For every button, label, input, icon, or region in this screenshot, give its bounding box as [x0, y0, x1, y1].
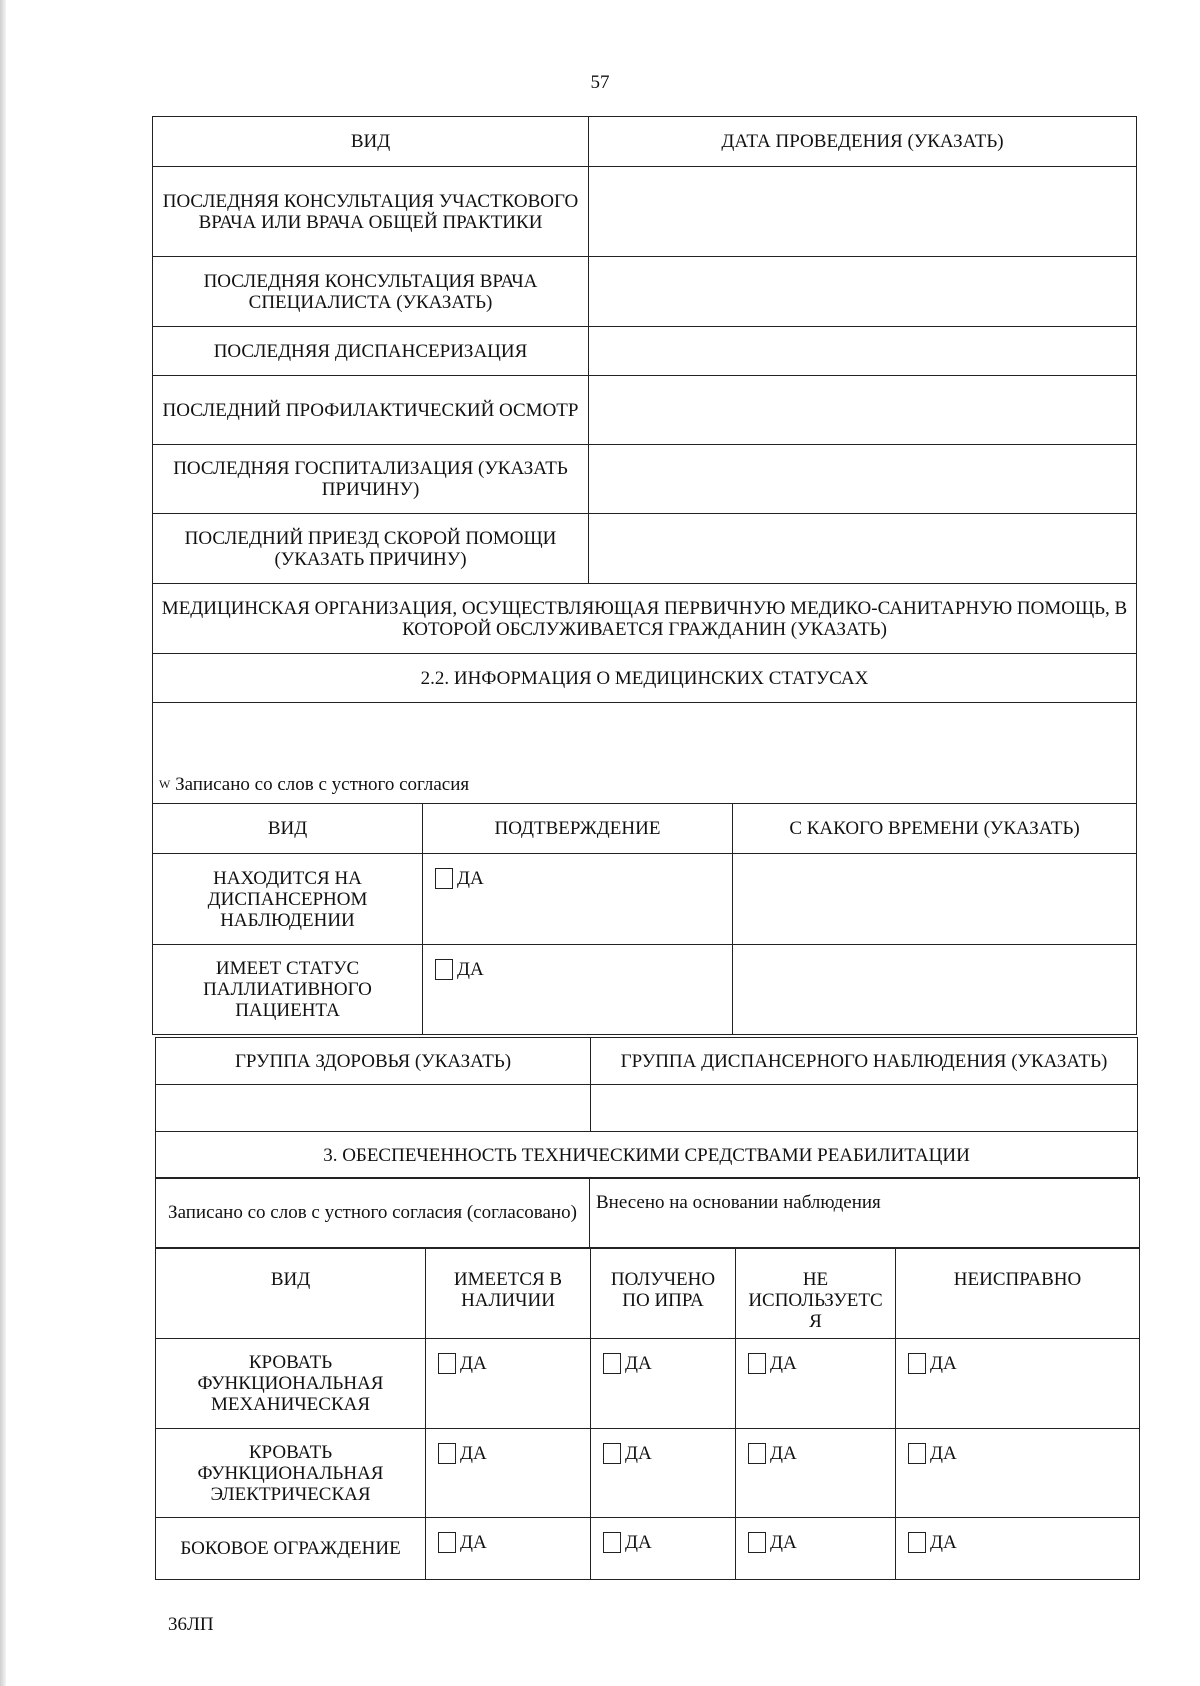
equip-label-mech-bed: КРОВАТЬ ФУНКЦИОНАЛЬНАЯ МЕХАНИЧЕСКАЯ	[156, 1339, 426, 1429]
checkbox-electric-bed-unused[interactable]	[736, 1429, 896, 1518]
yes-label: ДА	[625, 1532, 652, 1553]
yes-label: ДА	[770, 1353, 797, 1374]
date-field-hospitalization[interactable]	[589, 445, 1137, 514]
checkbox-side-rail-available[interactable]	[426, 1518, 591, 1580]
health-group-label: ГРУППА ЗДОРОВЬЯ (УКАЗАТЬ)	[156, 1038, 591, 1085]
equip-header-type: ВИД	[156, 1249, 426, 1339]
since-field-dispensary[interactable]	[733, 854, 1137, 945]
checkbox-icon[interactable]	[748, 1353, 766, 1374]
equip-label-side-rail: БОКОВОЕ ОГРАЖДЕНИЕ	[156, 1518, 426, 1580]
yes-label: ДА	[460, 1532, 487, 1553]
checkbox-icon[interactable]	[603, 1532, 621, 1553]
checkbox-electric-bed-ipra[interactable]	[591, 1429, 736, 1518]
checkbox-mech-bed-unused[interactable]	[736, 1339, 896, 1429]
checkbox-icon[interactable]	[438, 1353, 456, 1374]
checkbox-icon[interactable]	[748, 1443, 766, 1464]
yes-label: ДА	[457, 868, 484, 889]
equipment-table	[155, 1248, 1140, 1580]
consent-right: Внесено на основании наблюдения	[590, 1178, 1140, 1248]
date-field-gp-consult[interactable]	[589, 167, 1137, 257]
checkbox-mech-bed-available[interactable]	[426, 1339, 591, 1429]
consent-table	[155, 1177, 1140, 1248]
yes-label: ДА	[930, 1443, 957, 1464]
page-number: 57	[590, 72, 610, 93]
yes-label: ДА	[930, 1532, 957, 1553]
yes-label: ДА	[460, 1353, 487, 1374]
header-date: ДАТА ПРОВЕДЕНИЯ (УКАЗАТЬ)	[589, 117, 1137, 167]
checkbox-icon[interactable]	[438, 1443, 456, 1464]
equip-header-ipra: ПОЛУЧЕНО ПО ИПРА	[591, 1249, 736, 1339]
checkbox-icon[interactable]	[603, 1353, 621, 1374]
section-3-title: 3. ОБЕСПЕЧЕННОСТЬ ТЕХНИЧЕСКИМИ СРЕДСТВАМИ РЕАБИЛИТАЦИИ	[156, 1132, 1138, 1179]
status-label-palliative: ИМЕЕТ СТАТУС ПАЛЛИАТИВНОГО ПАЦИЕНТА	[153, 945, 423, 1035]
checkbox-mech-bed-broken[interactable]	[896, 1339, 1140, 1429]
checkbox-icon[interactable]	[603, 1443, 621, 1464]
checkbox-mech-bed-ipra[interactable]	[591, 1339, 736, 1429]
status-table	[152, 803, 1137, 1035]
checkbox-icon[interactable]	[435, 959, 453, 980]
checkbox-icon[interactable]	[908, 1532, 926, 1553]
groups-table	[155, 1037, 1138, 1179]
yes-label: ДА	[457, 959, 484, 980]
checkbox-side-rail-unused[interactable]	[736, 1518, 896, 1580]
row-label-specialist-consult: ПОСЛЕДНЯЯ КОНСУЛЬТАЦИЯ ВРАЧА СПЕЦИАЛИСТА (УКАЗАТЬ)	[153, 257, 589, 327]
since-field-palliative[interactable]	[733, 945, 1137, 1035]
date-field-preventive-exam[interactable]	[589, 376, 1137, 445]
equip-header-unused: НЕ ИСПОЛЬЗУЕТС Я	[736, 1249, 896, 1339]
disp-group-label: ГРУППА ДИСПАНСЕРНОГО НАБЛЮДЕНИЯ (УКАЗАТЬ)	[591, 1038, 1138, 1085]
equip-header-broken: НЕИСПРАВНО	[896, 1249, 1140, 1339]
row-label-gp-consult: ПОСЛЕДНЯЯ КОНСУЛЬТАЦИЯ УЧАСТКОВОГО ВРАЧА ИЛИ ВРАЧА ОБЩЕЙ ПРАКТИКИ	[153, 167, 589, 257]
yes-label: ДА	[770, 1532, 797, 1553]
checkbox-electric-bed-available[interactable]	[426, 1429, 591, 1518]
status-header-since: С КАКОГО ВРЕМЕНИ (УКАЗАТЬ)	[733, 804, 1137, 854]
status-header-type: ВИД	[153, 804, 423, 854]
status-header-confirm: ПОДТВЕРЖДЕНИЕ	[423, 804, 733, 854]
disp-group-field[interactable]	[591, 1085, 1138, 1132]
med-org-label: МЕДИЦИНСКАЯ ОРГАНИЗАЦИЯ, ОСУЩЕСТВЛЯЮЩАЯ ПЕРВИЧНУЮ МЕДИКО-САНИТАРНУЮ ПОМОЩЬ, В КОТОРОЙ ОБСЛУЖИВАЕТСЯ ГРАЖДАНИН (УКАЗАТЬ)	[153, 584, 1137, 654]
checkbox-icon[interactable]	[435, 868, 453, 889]
yes-label: ДА	[770, 1443, 797, 1464]
yes-label: ДА	[625, 1353, 652, 1374]
row-label-dispensarization: ПОСЛЕДНЯЯ ДИСПАНСЕРИЗАЦИЯ	[153, 327, 589, 376]
date-field-ambulance[interactable]	[589, 514, 1137, 584]
checkbox-icon[interactable]	[438, 1532, 456, 1553]
header-type: ВИД	[153, 117, 589, 167]
yes-label: ДА	[930, 1353, 957, 1374]
date-field-dispensarization[interactable]	[589, 327, 1137, 376]
footer-code: 36ЛП	[168, 1614, 214, 1635]
consent-note[interactable]	[153, 703, 1137, 804]
checkbox-side-rail-ipra[interactable]	[591, 1518, 736, 1580]
note-mark: W	[159, 777, 171, 791]
scan-edge	[0, 0, 6, 1686]
row-label-ambulance: ПОСЛЕДНИЙ ПРИЕЗД СКОРОЙ ПОМОЩИ (УКАЗАТЬ ПРИЧИНУ)	[153, 514, 589, 584]
checkbox-icon[interactable]	[908, 1443, 926, 1464]
section-2-2-title: 2.2. ИНФОРМАЦИЯ О МЕДИЦИНСКИХ СТАТУСАХ	[153, 654, 1137, 703]
checkbox-dispensary-yes[interactable]	[423, 854, 733, 945]
consent-note-text: Записано со слов с устного согласия	[175, 774, 470, 795]
visit-table	[152, 116, 1137, 804]
checkbox-palliative-yes[interactable]	[423, 945, 733, 1035]
checkbox-icon[interactable]	[748, 1532, 766, 1553]
equip-header-available: ИМЕЕТСЯ В НАЛИЧИИ	[426, 1249, 591, 1339]
checkbox-icon[interactable]	[908, 1353, 926, 1374]
yes-label: ДА	[460, 1443, 487, 1464]
yes-label: ДА	[625, 1443, 652, 1464]
row-label-hospitalization: ПОСЛЕДНЯЯ ГОСПИТАЛИЗАЦИЯ (УКАЗАТЬ ПРИЧИНУ)	[153, 445, 589, 514]
checkbox-electric-bed-broken[interactable]	[896, 1429, 1140, 1518]
checkbox-side-rail-broken[interactable]	[896, 1518, 1140, 1580]
date-field-specialist-consult[interactable]	[589, 257, 1137, 327]
consent-left: Записано со слов с устного согласия (согласовано)	[156, 1178, 590, 1248]
equip-label-electric-bed: КРОВАТЬ ФУНКЦИОНАЛЬНАЯ ЭЛЕКТРИЧЕСКАЯ	[156, 1429, 426, 1518]
status-label-dispensary: НАХОДИТСЯ НА ДИСПАНСЕРНОМ НАБЛЮДЕНИИ	[153, 854, 423, 945]
health-group-field[interactable]	[156, 1085, 591, 1132]
row-label-preventive-exam: ПОСЛЕДНИЙ ПРОФИЛАКТИЧЕСКИЙ ОСМОТР	[153, 376, 589, 445]
